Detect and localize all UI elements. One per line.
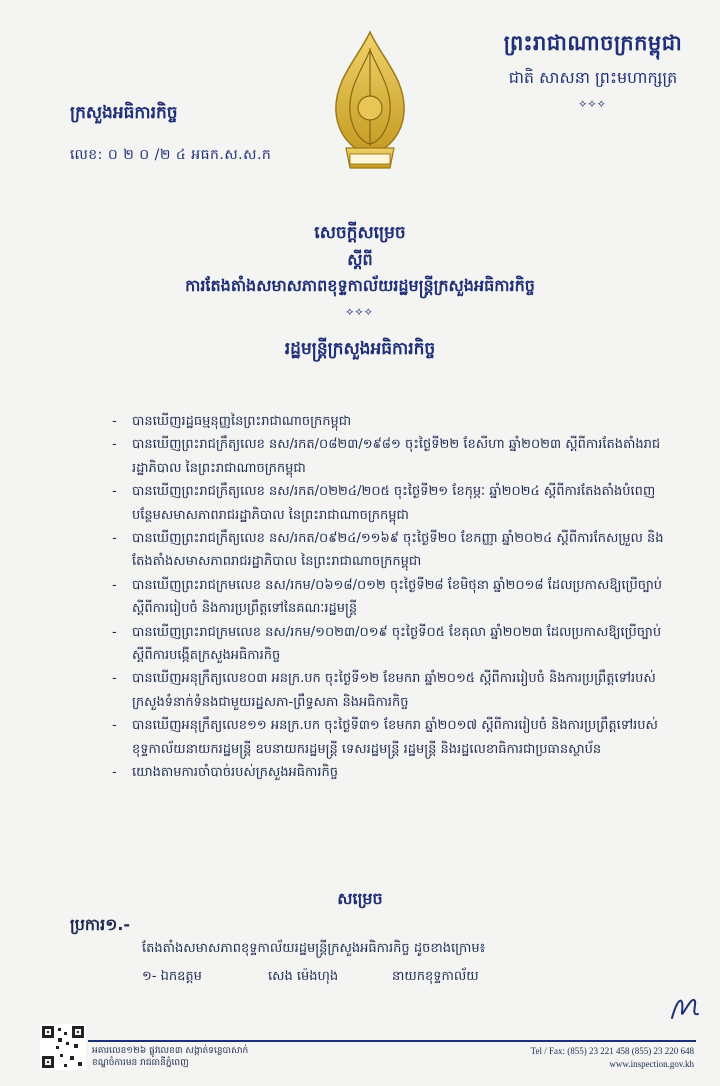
phone-fax: Tel / Fax: (855) 23 221 458 (855) 23 220 648 (530, 1046, 694, 1056)
appointee-title: ១- ឯកឧត្តម (142, 969, 202, 984)
consideration-item: - បានឃើញអនុក្រឹត្យលេខ០៣ អនក្រ.បក ចុះថ្ងៃទី១២ ខែមករា ឆ្នាំ២០១៥ ស្តីពីការរៀបចំ និងការប្រព្រឹត្តទៅរបស់ក្រសួងទំនាក់ទំនងជាមួយរដ្ឋសភា-ព្រឹទ្ធសភា និងអធិការកិច្ច (112, 667, 672, 714)
footer-contact (531, 1045, 694, 1071)
consideration-item: - យោងតាមការចាំបាច់របស់ក្រសួងអធិការកិច្ច (112, 761, 672, 784)
consideration-item: - បានឃើញរដ្ឋធម្មនុញ្ញនៃព្រះរាជាណាចក្រកម្ពុជា (112, 410, 672, 433)
consideration-item: - បានឃើញព្រះរាជក្រឹត្យលេខ នស/រកត/០៩២៤/១១៦៩ ចុះថ្ងៃទី២០ ខែកញ្ញា ឆ្នាំ២០២៤ ស្តីពីការកែសម្រួល និងតែងតាំងសមាសភាពរាជរដ្ឋាភិបាល នៃព្រះរាជាណាចក្រកម្ពុជា (112, 527, 672, 574)
footer-address (92, 1045, 248, 1069)
consideration-item: - បានឃើញអនុក្រឹត្យលេខ១១ អនក្រ.បក ចុះថ្ងៃទី៣១ ខែមករា ឆ្នាំ២០១៧ ស្តីពីការរៀបចំ និងការប្រព្រឹត្តទៅរបស់ខុទ្ទកាល័យនាយករដ្ឋមន្ត្រី ឧបនាយករដ្ឋមន្ត្រី ទេសរដ្ឋមន្ត្រី រដ្ឋមន្ត្រី និងរដ្ឋលេខាធិការជាប្រធានស្ថាប័ន (112, 714, 672, 761)
consideration-item: - បានឃើញព្រះរាជក្រឹត្យលេខ នស/រកត/០៨២៣/១៩៨១ ចុះថ្ងៃទី២២ ខែសីហា ឆ្នាំ២០២៣ ស្តីពីការតែងតាំងរាជរដ្ឋាភិបាល នៃព្រះរាជាណាចក្រកម្ពុជា (112, 433, 672, 480)
kingdom-title: ព្រះរាជាណាចក្រកម្ពុជា (503, 31, 683, 55)
signature-icon (668, 990, 702, 1024)
national-motto: ជាតិ សាសនា ព្រះមហាក្សត្រ (508, 68, 678, 87)
title-ornament: ⟡⟡⟡ (346, 305, 374, 318)
ministry-emblem-icon (320, 28, 420, 178)
decision-heading: សម្រេច (337, 889, 383, 908)
document-subtitle-about: ស្តីពី (347, 250, 373, 269)
address-line: ខណ្ឌចំការមន រាជធានីភ្នំពេញ (92, 1058, 189, 1068)
footer-divider (88, 1040, 696, 1042)
qr-code-icon (40, 1024, 86, 1070)
article-label: ប្រការ១.- (70, 915, 131, 934)
header-ornament: ⟡⟡⟡ (579, 97, 607, 110)
consideration-item: - បានឃើញព្រះរាជក្រមលេខ នស/រកម/០៦១៨/០១២ ចុះថ្ងៃទី២៨ ខែមិថុនា ឆ្នាំ២០១៨ ដែលប្រកាសឱ្យប្រើច្បាប់ស្តីពីការរៀបចំ និងការប្រព្រឹត្តទៅនៃគណៈរដ្ឋមន្ត្រី (112, 574, 672, 621)
reference-number: លេខ: ០ ២ ០ /២ ៤ អធក.ស.ស.ក (70, 147, 272, 163)
issuing-authority: រដ្ឋមន្ត្រីក្រសួងអធិការកិច្ច (284, 339, 436, 359)
appointee-name: សេង ម៉េងហុង (268, 969, 339, 984)
document-subject: ការតែងតាំងសមាសភាពខុទ្ទកាល័យរដ្ឋមន្ត្រីក្រសួងអធិការកិច្ច (185, 276, 535, 295)
appointee-role: នាយកខុទ្ទកាល័យ (392, 969, 479, 984)
considerations-list (112, 410, 672, 785)
appointment-statement: តែងតាំងសមាសភាពខុទ្ទកាល័យរដ្ឋមន្ត្រីក្រសួងអធិការកិច្ច ដូចខាងក្រោម៖ (142, 941, 486, 956)
consideration-item: - បានឃើញព្រះរាជក្រមលេខ នស/រកម/១០២៣/០១៩ ចុះថ្ងៃទី០៥ ខែតុលា ឆ្នាំ២០២៣ ដែលប្រកាសឱ្យប្រើច្បាប់ស្តីពីការបង្កើតក្រសួងអធិការកិច្ច (112, 621, 672, 668)
website-link[interactable]: www.inspection.gov.kh (609, 1059, 694, 1069)
document-title: សេចក្តីសម្រេច (314, 223, 406, 243)
consideration-item: - បានឃើញព្រះរាជក្រឹត្យលេខ នស/រកត/០២២៤/២០៥ ចុះថ្ងៃទី២១ ខែកុម្ភៈ ឆ្នាំ២០២៤ ស្តីពីការតែងតាំងបំពេញបន្ថែមសមាសភាពរាជរដ្ឋាភិបាល នៃព្រះរាជាណាចក្រកម្ពុជា (112, 480, 672, 527)
kingdom-header (488, 30, 698, 111)
ministry-name: ក្រសួងអធិការកិច្ច (70, 103, 178, 123)
address-line: អគារលេខ១២៦ ផ្លូវលេខ៣ សង្កាត់ទន្លេបាសាក់ (92, 1046, 249, 1056)
